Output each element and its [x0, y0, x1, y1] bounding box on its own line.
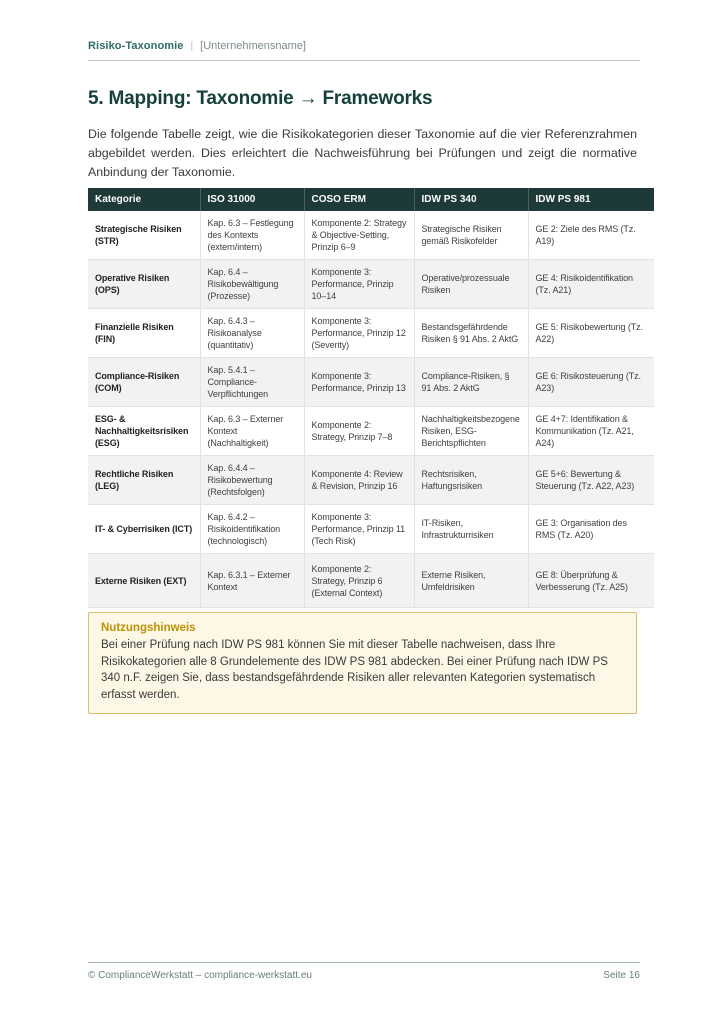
footer-page-number: Seite 16 — [603, 970, 640, 981]
mapping-table — [88, 188, 654, 608]
mapping-cell: Externe Risiken, Umfeldrisiken — [414, 554, 528, 608]
column-header-kategorie: Kategorie — [88, 188, 200, 211]
mapping-cell: Komponente 3: Performance, Prinzip 12 (Severity) — [304, 309, 414, 358]
mapping-cell: IT-Risiken, Infrastrukturrisiken — [414, 505, 528, 554]
footer-copyright: © ComplianceWerkstatt – compliance-werkstatt.eu — [88, 970, 312, 981]
page-footer — [88, 962, 640, 981]
table-row — [88, 211, 654, 260]
column-header-idw-ps340: IDW PS 340 — [414, 188, 528, 211]
note-body: Bei einer Prüfung nach IDW PS 981 können Sie mit dieser Tabelle nachweisen, dass Ihre Risikokategorien alle 8 Grundelemente des IDW PS 981 abdecken. Bei einer Prüfung nach IDW PS 340 n.F. zeigen Sie, dass bestandsgefährdende Risiken aller relevanten Kategorien systematisch erfasst werden. — [101, 639, 608, 701]
intro-paragraph: Die folgende Tabelle zeigt, wie die Risikokategorien dieser Taxonomie auf die vier Referenzrahmen abgebildet werden. Dies erleichtert die Nachweisführung bei Prüfungen und zeigt die normative Anbindung der Taxonomie. — [88, 127, 637, 179]
table-row — [88, 505, 654, 554]
mapping-cell: Komponente 3: Performance, Prinzip 10–14 — [304, 260, 414, 309]
table-row — [88, 407, 654, 456]
mapping-cell: Komponente 4: Review & Revision, Prinzip 16 — [304, 456, 414, 505]
mapping-cell: GE 4: Risikoidentifikation (Tz. A21) — [528, 260, 654, 309]
table-row — [88, 260, 654, 309]
mapping-cell: Kap. 6.4.2 – Risikoidentifikation (technologisch) — [200, 505, 304, 554]
category-cell: Strategische Risiken (STR) — [95, 224, 182, 246]
company-placeholder: [Unternehmensname] — [200, 40, 306, 52]
category-cell: Rechtliche Risiken (LEG) — [88, 456, 200, 505]
section-title: 5. Mapping: Taxonomie → Frameworks — [88, 88, 433, 109]
category-cell: Finanzielle Risiken (FIN) — [88, 309, 200, 358]
mapping-cell: Strategische Risiken gemäß Risikofelder — [414, 211, 528, 260]
header-separator: | — [190, 41, 194, 52]
category-cell: Compliance-Risiken (COM) — [88, 358, 200, 407]
mapping-cell: GE 5: Risikobewertung (Tz. A22) — [528, 309, 654, 358]
table-row — [88, 456, 654, 505]
mapping-cell: Kap. 6.4.4 – Risikobewertung (Rechtsfolgen) — [200, 456, 304, 505]
category-cell: IT- & Cyberrisiken (ICT) — [88, 505, 200, 554]
mapping-cell: Komponente 2: Strategy & Objective-Setting, Prinzip 6–9 — [304, 211, 414, 260]
table-row — [88, 358, 654, 407]
mapping-cell: GE 2: Ziele des RMS (Tz. A19) — [528, 211, 654, 260]
column-header-iso31000: ISO 31000 — [200, 188, 304, 211]
running-head — [88, 40, 640, 61]
document-title: Risiko-Taxonomie — [88, 40, 184, 52]
mapping-cell: Operative/prozessuale Risiken — [414, 260, 528, 309]
table-row — [88, 554, 654, 608]
mapping-cell: GE 6: Risikosteuerung (Tz. A23) — [528, 358, 654, 407]
category-cell: ESG- & Nachhaltigkeitsrisiken (ESG) — [88, 407, 200, 456]
mapping-cell: Kap. 6.3.1 – Externer Kontext — [200, 554, 304, 608]
mapping-cell: GE 8: Überprüfung & Verbesserung (Tz. A25) — [528, 554, 654, 608]
category-cell: Externe Risiken (EXT) — [88, 554, 200, 608]
mapping-cell: Compliance-Risiken, § 91 Abs. 2 AktG — [414, 358, 528, 407]
mapping-cell: Kap. 6.4 – Risikobewältigung (Prozesse) — [200, 260, 304, 309]
mapping-cell: Kap. 6.4.3 – Risikoanalyse (quantitativ) — [200, 309, 304, 358]
mapping-cell: Komponente 2: Strategy, Prinzip 6 (External Context) — [304, 554, 414, 608]
mapping-cell: Komponente 2: Strategy, Prinzip 7–8 — [304, 407, 414, 456]
mapping-cell: GE 5+6: Bewertung & Steuerung (Tz. A22, A23) — [528, 456, 654, 505]
mapping-cell: Rechtsrisiken, Haftungsrisiken — [414, 456, 528, 505]
table-header-row — [88, 188, 654, 211]
mapping-cell: GE 4+7: Identifikation & Kommunikation (Tz. A21, A24) — [528, 407, 654, 456]
category-cell: Operative Risiken (OPS) — [88, 260, 200, 309]
mapping-cell: Kap. 6.3 – Festlegung des Kontexts (extern/intern) — [200, 211, 304, 260]
mapping-table-body — [88, 211, 654, 608]
mapping-cell: Kap. 5.4.1 – Compliance-Verpflichtungen — [200, 358, 304, 407]
mapping-cell: Bestandsgefährdende Risiken § 91 Abs. 2 AktG — [414, 309, 528, 358]
note-title: Nutzungshinweis — [101, 622, 196, 634]
mapping-cell: Nachhaltigkeitsbezogene Risiken, ESG-Berichtspflichten — [414, 407, 528, 456]
column-header-coso-erm: COSO ERM — [304, 188, 414, 211]
column-header-idw-ps981: IDW PS 981 — [528, 188, 654, 211]
usage-note-box — [88, 612, 637, 714]
mapping-cell: Komponente 3: Performance, Prinzip 11 (Tech Risk) — [304, 505, 414, 554]
mapping-cell: GE 3: Organisation des RMS (Tz. A20) — [528, 505, 654, 554]
mapping-cell: Kap. 6.3 – Externer Kontext (Nachhaltigkeit) — [200, 407, 304, 456]
mapping-cell: Komponente 3: Performance, Prinzip 13 — [304, 358, 414, 407]
table-row — [88, 309, 654, 358]
